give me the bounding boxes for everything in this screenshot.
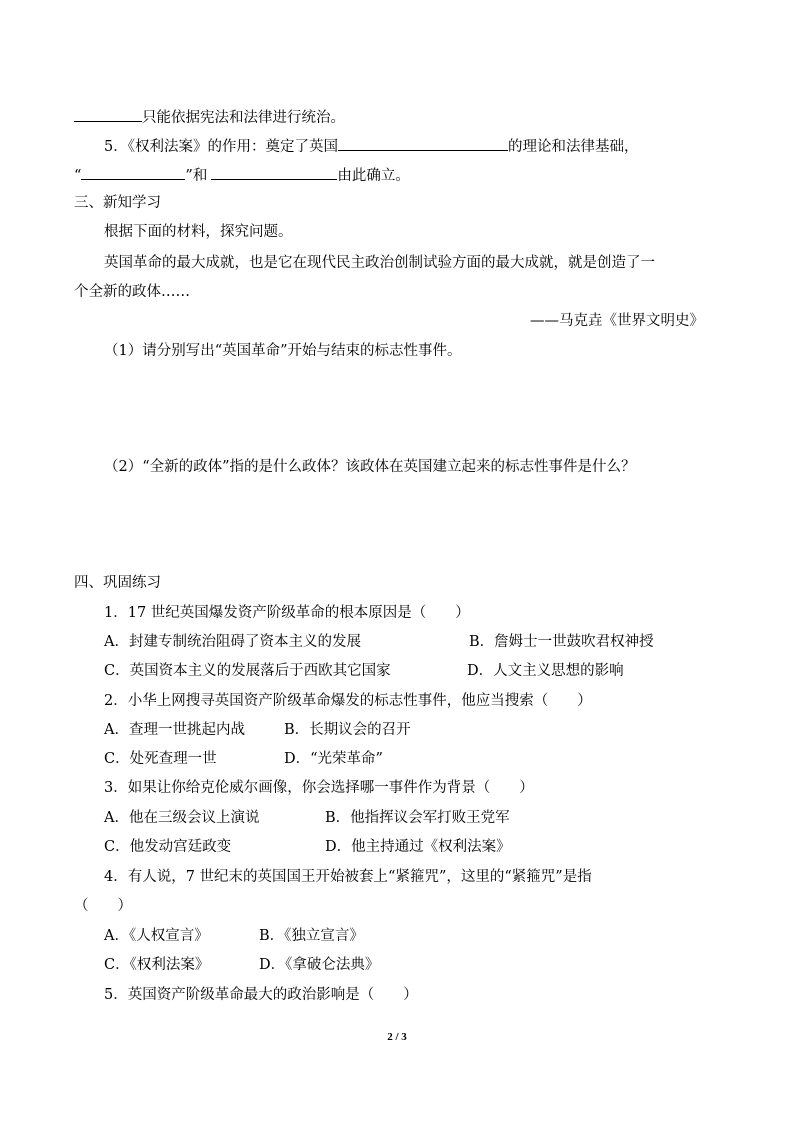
mc-question-1-stem: 1．17 世纪英国爆发资产阶级革命的根本原因是（ ） [104,605,470,621]
line-1-text: 只能依据宪法和法律进行统治。 [142,110,345,126]
mc-question-1-option-d[interactable]: D．人文主义思想的影响 [467,663,624,679]
mc-question-5-stem: 5．英国资产阶级革命最大的政治影响是（ ） [104,987,418,1003]
open-quote: “ [74,168,82,184]
fill-blank[interactable] [211,164,337,180]
mc-question-2-option-b[interactable]: B．长期议会的召开 [284,722,411,738]
quote-attribution: ——马克垚《世界文明史》 [530,313,704,329]
mc-question-4-stem: 4．有人说，7 世纪末的英国国王开始被套上“紧箍咒”，这里的“紧箍咒”是指 [104,869,592,885]
line-3-suffix: 由此确立。 [337,168,410,184]
mc-question-4-option-c[interactable]: C．《权利法案》 [104,957,210,973]
mc-question-1-option-b[interactable]: B．詹姆士一世鼓吹君权神授 [469,634,654,650]
line-1 [74,106,345,128]
mc-question-3-option-a[interactable]: A．他在三级会议上演说 [104,810,260,826]
mc-question-4-stem-continuation: （ ） [74,898,132,914]
question-5-line [104,135,638,157]
mc-question-1-option-a[interactable]: A．封建专制统治阻碍了资本主义的发展 [104,634,361,650]
fill-blank[interactable] [338,135,508,151]
inquiry-question-1: （1）请分别写出“英国革命”开始与结束的标志性事件。 [104,343,462,359]
mc-question-3-stem: 3．如果让你给克伦威尔画像，你会选择哪一事件作为背景（ ） [104,780,534,796]
mc-question-3-option-d[interactable]: D．他主持通过《权利法案》 [325,839,511,855]
mc-question-3-option-c[interactable]: C．他发动宫廷政变 [104,839,232,855]
fill-blank[interactable] [74,106,142,122]
mc-question-4-option-a[interactable]: A．《人权宣言》 [104,928,209,944]
line-3 [74,164,410,186]
page-number: 2 / 3 [387,1031,407,1043]
mc-question-2-option-a[interactable]: A．查理一世挑起内战 [104,722,245,738]
mc-question-3-option-b[interactable]: B．他指挥议会军打败王党军 [325,810,510,826]
mc-question-1-option-c[interactable]: C．英国资本主义的发展落后于西欧其它国家 [104,663,391,679]
mc-question-2-option-d[interactable]: D．“光荣革命” [284,751,383,767]
material-quote-line-2: 个全新的政体…… [74,284,190,300]
fill-blank[interactable] [81,164,185,180]
material-quote-line-1: 英国革命的最大成就，也是它在现代民主政治创制试验方面的最大成就，就是创造了一 [104,255,655,271]
mc-question-4-option-d[interactable]: D．《拿破仑法典》 [259,957,380,973]
question-5-prefix: 5．《权利法案》的作用：奠定了英国 [104,139,338,155]
close-quote: ”和 [185,168,208,184]
section-4-heading: 四、巩固练习 [74,575,161,591]
section-3-intro: 根据下面的材料，探究问题。 [104,224,293,240]
mc-question-2-stem: 2．小华上网搜寻英国资产阶级革命爆发的标志性事件，他应当搜索（ ） [104,693,592,709]
section-3-heading: 三、新知学习 [74,195,161,211]
inquiry-question-2: （2）“全新的政体”指的是什么政体？该政体在英国建立起来的标志性事件是什么？ [104,459,636,475]
question-5-suffix: 的理论和法律基础， [507,139,639,155]
mc-question-2-option-c[interactable]: C．处死查理一世 [104,751,217,767]
mc-question-4-option-b[interactable]: B．《独立宣言》 [259,928,364,944]
